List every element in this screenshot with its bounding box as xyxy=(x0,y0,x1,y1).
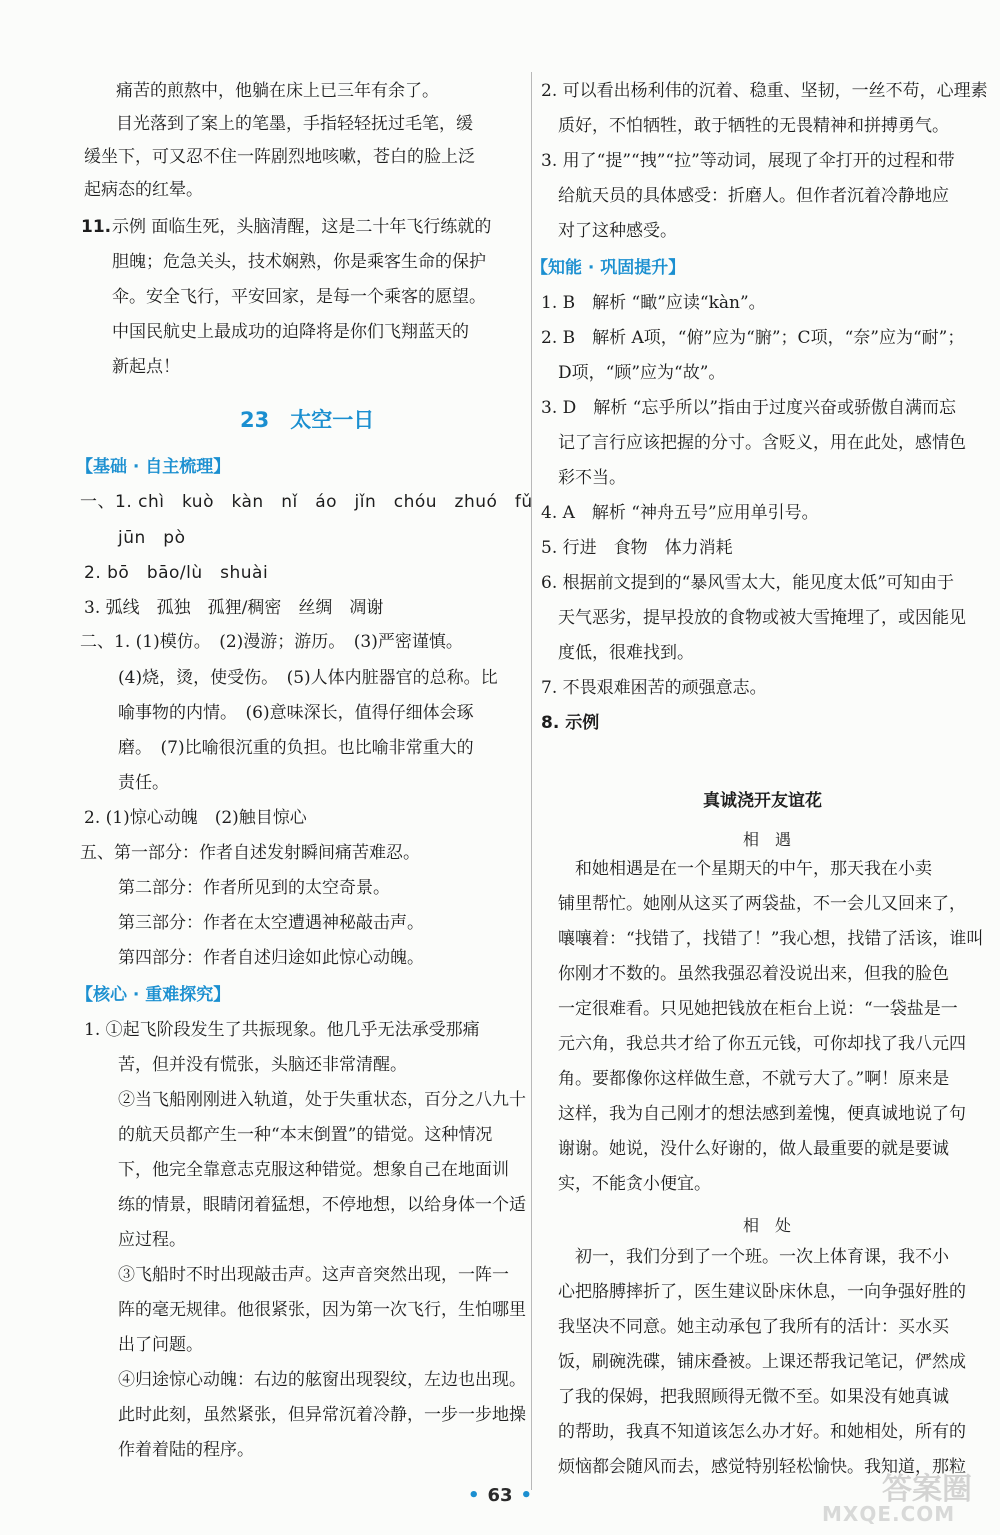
basic-line: jūn pò xyxy=(118,528,186,548)
core-line: 苦，但并没有慌张，头脑还非常清醒。 xyxy=(118,1055,407,1075)
answer-line: 3. 用了“提”“拽”“拉”等动词，展现了伞打开的过程和带 xyxy=(541,151,955,171)
answer-line: 质好，不怕牺牲，敢于牺牲的无畏精神和拼搏勇气。 xyxy=(558,116,949,136)
watermark xyxy=(822,1462,992,1528)
essay-title: 真诚浇开友谊花 xyxy=(703,791,822,811)
basic-line: 第三部分：作者在太空遭遇神秘敲击声。 xyxy=(118,913,424,933)
answer-line: 新起点！ xyxy=(112,357,180,377)
ability-line: 记了言行应该把握的分寸。含贬义，用在此处，感情色 xyxy=(558,433,966,453)
answer-line: 给航天员的具体感受：折磨人。但作者沉着冷静地应 xyxy=(558,186,949,206)
core-line: 1. ①起飞阶段发生了共振现象。他几乎无法承受那痛 xyxy=(84,1020,480,1040)
core-line: ②当飞船刚刚进入轨道，处于失重状态，百分之八九十 xyxy=(118,1090,526,1110)
ability-line: 7. 不畏艰难困苦的顽强意志。 xyxy=(541,678,767,698)
essay-subtitle: 相 处 xyxy=(743,1216,792,1235)
intro-line: 痛苦的煎熬中，他躺在床上已三年有余了。 xyxy=(116,81,439,101)
core-line: 下，他完全靠意志克服这种错觉。想象自己在地面训 xyxy=(118,1160,509,1180)
answer-line: 中国民航史上最成功的迫降将是你们飞翔蓝天的 xyxy=(112,322,469,342)
essay-line: 和她相遇是在一个星期天的中午，那天我在小卖 xyxy=(575,859,932,879)
essay-line: 一定很难看。只见她把钱放在柜台上说：“一袋盐是一 xyxy=(558,999,958,1019)
essay-line: 心把胳膊摔折了，医生建议卧床休息，一向争强好胜的 xyxy=(558,1282,966,1302)
essay-line: 角。要都像你这样做生意，不就亏大了。”啊！原来是 xyxy=(558,1069,950,1089)
basic-line: 二、1. (1)模仿。 (2)漫游；游历。 (3)严密谨慎。 xyxy=(80,632,463,652)
basic-line: 一、1. chì kuò kàn nǐ áo jǐn chóu zhuó fǔ xyxy=(80,492,533,512)
essay-line: 我坚决不同意。她主动承包了我所有的活计：买水买 xyxy=(558,1317,949,1337)
core-line: ④归途惊心动魄：右边的舷窗出现裂纹，左边也出现。 xyxy=(118,1370,526,1390)
core-line: 作着着陆的程序。 xyxy=(118,1440,254,1460)
basic-line: 2. bō bāo/lù shuài xyxy=(84,563,269,583)
essay-line: 实，不能贪小便宜。 xyxy=(558,1174,711,1194)
core-line: 练的情景，眼睛闭着猛想，不停地想，以给身体一个适 xyxy=(118,1195,526,1215)
section-heading-core: 【核心 · 重难探究】 xyxy=(76,985,231,1005)
ability-line: 度低，很难找到。 xyxy=(558,643,694,663)
basic-line: 喻事物的内情。 (6)意味深长，值得仔细体会琢 xyxy=(118,703,474,723)
essay-line: 铺里帮忙。她刚从这买了两袋盐，不一会儿又回来了， xyxy=(558,894,966,914)
answer-line: 伞。安全飞行，平安回家，是每一个乘客的愿望。 xyxy=(112,287,486,307)
core-line: 应过程。 xyxy=(118,1230,186,1250)
core-line: 阵的毫无规律。他很紧张，因为第一次飞行，生怕哪里 xyxy=(118,1300,526,1320)
basic-line: 磨。 (7)比喻很沉重的负担。也比喻非常重大的 xyxy=(118,738,474,758)
ability-line: 彩不当。 xyxy=(558,468,626,488)
basic-line: (4)烧，烫，使受伤。 (5)人体内脏器官的总称。比 xyxy=(118,668,498,688)
essay-line: 嚷嚷着：“找错了，找错了！”我心想，找错了活该，谁叫 xyxy=(558,929,984,949)
intro-line: 缓坐下，可又忍不住一阵剧烈地咳嗽，苍白的脸上泛 xyxy=(84,147,475,167)
essay-line: 的帮助，我真不知道该怎么办才好。和她相处，所有的 xyxy=(558,1422,966,1442)
ability-line: 6. 根据前文提到的“暴风雪太大，能见度太低”可知由于 xyxy=(541,573,955,593)
section-heading-basic: 【基础 · 自主梳理】 xyxy=(76,457,231,477)
essay-line: 你刚才不数的。虽然我强忍着没说出来，但我的脸色 xyxy=(558,964,949,984)
essay-line: 初一，我们分到了一个班。一次上体育课，我不小 xyxy=(575,1247,949,1267)
basic-line: 责任。 xyxy=(118,773,169,793)
ability-line: D项，“顾”应为“故”。 xyxy=(558,363,726,383)
ability-line: 2. B 解析 A项，“俯”应为“腑”；C项，“奈”应为“耐”； xyxy=(541,328,965,348)
essay-line: 烦恼都会随风而去，感觉特别轻松愉快。我知道，那粒 xyxy=(558,1457,966,1477)
essay-subtitle: 相 遇 xyxy=(743,830,792,849)
core-line: 出了问题。 xyxy=(118,1335,203,1355)
bullet-icon: • xyxy=(520,1485,533,1506)
answer-line: 2. 可以看出杨利伟的沉着、稳重、坚韧，一丝不苟，心理素 xyxy=(541,81,988,101)
ability-line: 5. 行进 食物 体力消耗 xyxy=(541,538,733,558)
answer-line: 对了这种感受。 xyxy=(558,221,677,241)
watermark-logo: 答案圈 xyxy=(882,1472,972,1507)
essay-line: 谢谢。她说，没什么好谢的，做人最重要的就是要诚 xyxy=(558,1139,949,1159)
basic-line: 第四部分：作者自述归途如此惊心动魄。 xyxy=(118,948,424,968)
core-line: 此时此刻，虽然紧张，但异常沉着冷静，一步一步地操 xyxy=(118,1405,526,1425)
core-line: 的航天员都产生一种“本末倒置”的错觉。这种情况 xyxy=(118,1125,493,1145)
ability-line: 8. 示例 xyxy=(541,713,600,733)
essay-line: 了我的保姆，把我照顾得无微不至。如果没有她真诚 xyxy=(558,1387,949,1407)
basic-line: 第二部分：作者所见到的太空奇景。 xyxy=(118,878,390,898)
essay-line: 元六角，我总共才给了你五元钱，可你却找了我八元四 xyxy=(558,1034,966,1054)
question-number: 11. xyxy=(81,217,112,237)
column-divider xyxy=(531,72,532,1490)
answer-line: 胆魄；危急关头，技术娴熟，你是乘客生命的保护 xyxy=(112,252,486,272)
ability-line: 4. A 解析 “神舟五号”应用单引号。 xyxy=(541,503,819,523)
core-line: ③飞船时不时出现敲击声。这声音突然出现，一阵一 xyxy=(118,1265,509,1285)
bullet-icon: • xyxy=(467,1485,480,1506)
ability-line: 3. D 解析 “忘乎所以”指由于过度兴奋或骄傲自满而忘 xyxy=(541,398,957,418)
watermark-text: MXQE.COM xyxy=(822,1502,956,1526)
ability-line: 1. B 解析 “瞰”应读“kàn”。 xyxy=(541,293,766,313)
intro-line: 起病态的红晕。 xyxy=(84,180,203,200)
essay-line: 这样，我为自己刚才的想法感到羞愧，便真诚地说了句 xyxy=(558,1104,966,1124)
page-number-text: 63 xyxy=(487,1485,513,1506)
intro-line: 目光落到了案上的笔墨，手指轻轻抚过毛笔，缓 xyxy=(116,114,473,134)
basic-line: 五、第一部分：作者自述发射瞬间痛苦难忍。 xyxy=(80,843,420,863)
essay-line: 饭，刷碗洗碟，铺床叠被。上课还帮我记笔记，俨然成 xyxy=(558,1352,966,1372)
ability-line: 天气恶劣，提早投放的食物或被大雪掩埋了，或因能见 xyxy=(558,608,966,628)
section-heading-ability: 【知能 · 巩固提升】 xyxy=(531,258,686,278)
answer-line: 示例 面临生死，头脑清醒，这是二十年飞行练就的 xyxy=(112,217,492,237)
basic-line: 2. (1)惊心动魄 (2)触目惊心 xyxy=(84,808,307,828)
chapter-title: 23 太空一日 xyxy=(240,408,375,432)
basic-line: 3. 弧线 孤独 孤狸/稠密 丝绸 凋谢 xyxy=(84,598,384,618)
